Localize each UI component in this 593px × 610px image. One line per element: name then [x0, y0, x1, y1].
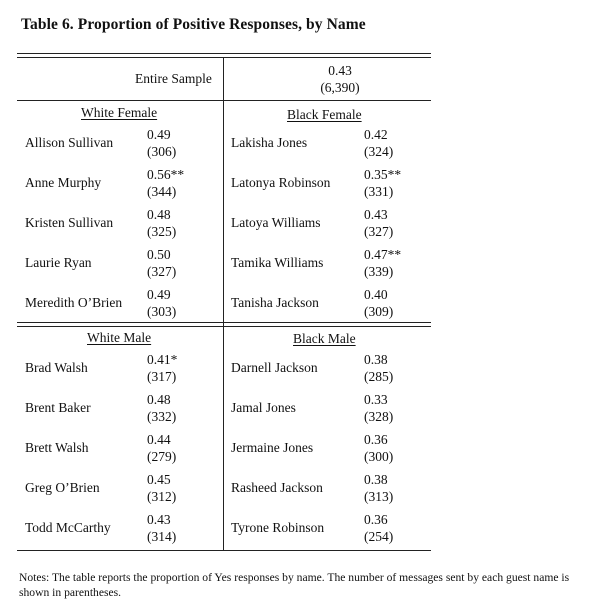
value-cell — [364, 391, 393, 425]
header-black-female: Black Female — [287, 107, 362, 122]
header-white-male: White Male — [87, 330, 152, 345]
proportion: 0.45 — [147, 472, 171, 487]
count: (309) — [364, 304, 394, 319]
entire-sample-count: (6,390) — [320, 80, 360, 95]
value-cell — [364, 126, 393, 160]
top-rule — [17, 53, 431, 54]
proportion: 0.43 — [364, 207, 388, 222]
count: (303) — [147, 304, 177, 319]
value-cell — [364, 206, 393, 240]
count: (306) — [147, 144, 177, 159]
value-cell — [364, 351, 393, 385]
proportion: 0.36 — [364, 432, 388, 447]
value-cell — [147, 431, 176, 465]
name-cell: Tanisha Jackson — [231, 295, 319, 310]
name-cell: Todd McCarthy — [25, 520, 111, 535]
count: (254) — [364, 529, 394, 544]
name-cell: Latoya Williams — [231, 215, 321, 230]
name-cell: Brad Walsh — [25, 360, 88, 375]
entire-sample-value — [305, 62, 375, 96]
name-cell: Meredith O’Brien — [25, 295, 123, 310]
entire-sample-proportion: 0.43 — [328, 63, 352, 78]
name-cell: Latonya Robinson — [231, 175, 331, 190]
sample-rule — [17, 100, 431, 101]
count: (279) — [147, 449, 177, 464]
proportion: 0.43 — [147, 512, 171, 527]
name-cell: Jamal Jones — [231, 400, 296, 415]
count: (314) — [147, 529, 177, 544]
proportion: 0.33 — [364, 392, 388, 407]
proportion: 0.38 — [364, 472, 388, 487]
value-cell — [364, 166, 401, 200]
proportion: 0.56** — [147, 167, 185, 182]
name-cell: Brett Walsh — [25, 440, 89, 455]
value-cell — [364, 246, 401, 280]
mid-rule — [17, 322, 431, 323]
header-white-female: White Female — [81, 105, 158, 120]
table-notes: Notes: The table reports the proportion of Yes responses by name. The number of messages sent by each guest name is shown in parentheses. — [19, 571, 570, 599]
name-cell: Kristen Sullivan — [25, 215, 114, 230]
proportion: 0.44 — [147, 432, 171, 447]
value-cell — [147, 511, 176, 545]
name-cell: Laurie Ryan — [25, 255, 92, 270]
table-title: Table 6. Proportion of Positive Responses, by Name — [21, 16, 366, 33]
value-cell — [147, 126, 176, 160]
value-cell — [364, 471, 393, 505]
count: (300) — [364, 449, 394, 464]
value-cell — [364, 511, 393, 545]
entire-sample-label: Entire Sample — [135, 71, 212, 86]
name-cell: Allison Sullivan — [25, 135, 114, 150]
proportion: 0.41* — [147, 352, 178, 367]
proportion: 0.38 — [364, 352, 388, 367]
proportion: 0.50 — [147, 247, 171, 262]
name-cell: Rasheed Jackson — [231, 480, 323, 495]
count: (285) — [364, 369, 394, 384]
proportion: 0.42 — [364, 127, 388, 142]
proportion: 0.35** — [364, 167, 402, 182]
value-cell — [147, 391, 176, 425]
proportion: 0.40 — [364, 287, 388, 302]
column-divider — [223, 57, 224, 550]
count: (331) — [364, 184, 394, 199]
proportion: 0.36 — [364, 512, 388, 527]
name-cell: Tyrone Robinson — [231, 520, 325, 535]
count: (313) — [364, 489, 394, 504]
value-cell — [364, 431, 393, 465]
top-rule-2 — [17, 57, 431, 58]
name-cell: Anne Murphy — [25, 175, 102, 190]
bottom-rule — [17, 550, 431, 551]
proportion: 0.47** — [364, 247, 402, 262]
proportion: 0.49 — [147, 287, 171, 302]
count: (317) — [147, 369, 177, 384]
name-cell: Tamika Williams — [231, 255, 324, 270]
count: (327) — [364, 224, 394, 239]
proportion: 0.48 — [147, 207, 171, 222]
value-cell — [147, 471, 176, 505]
value-cell — [364, 286, 393, 320]
proportion: 0.49 — [147, 127, 171, 142]
value-cell — [147, 206, 176, 240]
name-cell: Jermaine Jones — [231, 440, 314, 455]
count: (312) — [147, 489, 177, 504]
count: (328) — [364, 409, 394, 424]
header-black-male: Black Male — [293, 331, 356, 346]
value-cell — [147, 286, 176, 320]
proportion: 0.48 — [147, 392, 171, 407]
name-cell: Lakisha Jones — [231, 135, 308, 150]
count: (332) — [147, 409, 177, 424]
count: (327) — [147, 264, 177, 279]
value-cell — [147, 246, 176, 280]
count: (324) — [364, 144, 394, 159]
value-cell — [147, 351, 177, 385]
name-cell: Brent Baker — [25, 400, 91, 415]
mid-rule-2 — [17, 326, 431, 327]
count: (339) — [364, 264, 394, 279]
value-cell — [147, 166, 184, 200]
name-cell: Greg O’Brien — [25, 480, 100, 495]
name-cell: Darnell Jackson — [231, 360, 318, 375]
count: (344) — [147, 184, 177, 199]
count: (325) — [147, 224, 177, 239]
